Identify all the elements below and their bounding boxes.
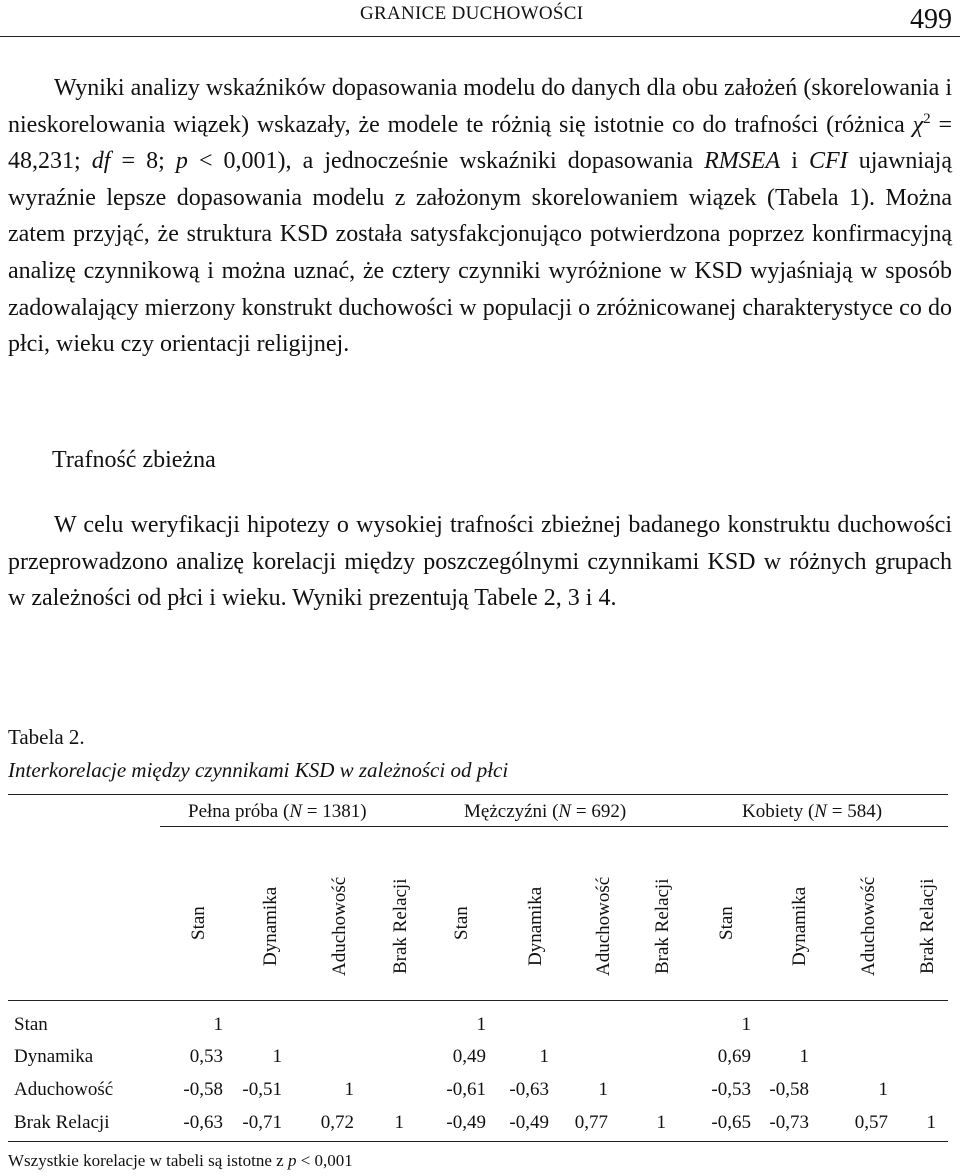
table-header-rule — [8, 1000, 948, 1001]
table-cell: 1 — [799, 1046, 809, 1067]
table-cell: 1 — [741, 1014, 751, 1035]
table-cell: 0,69 — [717, 1046, 751, 1067]
row-label: Brak Relacji — [14, 1112, 110, 1133]
paragraph-convergent-validity: W celu weryfikacji hipotezy o wysokiej trafności zbieżnej badanego konstruktu duchowości przeprowadzono analizę korelacji między poszczególnymi czynnikami KSD w różnych grupach w zależności od płci i wieku. Wyniki prezentują Tabele 2, 3 i 4. — [8, 512, 952, 612]
table-group-rule — [160, 826, 948, 827]
cfi-term: CFI — [808, 148, 848, 175]
table-cell: -0,49 — [509, 1112, 549, 1133]
column-header: Stan — [716, 906, 737, 940]
table-cell: -0,58 — [183, 1079, 223, 1100]
chi-symbol: χ — [912, 111, 924, 138]
column-header: Dynamika — [789, 886, 810, 966]
text-run: = 8; — [110, 148, 176, 175]
column-header: Aduchowość — [329, 876, 350, 976]
column-header: Brak Relacji — [652, 878, 673, 974]
table-cell: 1 — [539, 1046, 549, 1067]
table-cell: -0,53 — [711, 1079, 751, 1100]
column-header: Aduchowość — [858, 876, 879, 976]
running-head-title: GRANICE DUCHOWOŚCI — [360, 3, 584, 24]
text-run: i — [780, 148, 809, 175]
table-cell: 1 — [656, 1112, 666, 1133]
text-run: Wyniki analizy wskaźników dopasowania modelu do danych dla obu założeń (skorelowania i nieskorelowania wiązek) wskazały, że modele te różnią się istotnie co do trafności (różnica — [8, 75, 952, 138]
table-cell: 1 — [598, 1079, 608, 1100]
table-cell: 1 — [213, 1014, 223, 1035]
column-header: Dynamika — [260, 886, 281, 966]
paragraph-results — [8, 70, 952, 363]
table-cell: -0,58 — [769, 1079, 809, 1100]
row-label: Dynamika — [14, 1046, 94, 1067]
p-symbol: p — [175, 148, 188, 175]
table-cell: 0,49 — [452, 1046, 486, 1067]
section-heading: Trafność zbieżna — [52, 447, 216, 473]
text-run: = 48,231; — [8, 111, 952, 175]
table-cell: 1 — [926, 1112, 936, 1133]
group-header-full-sample: Pełna próba (N = 1381) — [188, 801, 367, 822]
rmsea-term: RMSEA — [704, 148, 781, 175]
table-label: Tabela 2. — [8, 725, 85, 749]
table-cell: 0,53 — [189, 1046, 223, 1067]
group-header-men: Mężczyźni (N = 692) — [464, 801, 627, 822]
row-label: Aduchowość — [14, 1079, 114, 1100]
table-cell: -0,71 — [242, 1112, 282, 1133]
row-label: Stan — [14, 1014, 48, 1035]
table-cell: 1 — [878, 1079, 888, 1100]
table-cell: -0,49 — [446, 1112, 486, 1133]
table-cell: 1 — [476, 1014, 486, 1035]
table-title: Interkorelacje między czynnikami KSD w zależności od płci — [8, 758, 509, 782]
column-header: Stan — [188, 906, 209, 940]
table-cell: -0,51 — [242, 1079, 282, 1100]
column-header: Stan — [451, 906, 472, 940]
table-cell: -0,65 — [711, 1112, 751, 1133]
table-cell: 1 — [394, 1112, 404, 1133]
column-header: Brak Relacji — [390, 878, 411, 974]
table-cell: 0,72 — [320, 1112, 354, 1133]
column-header: Dynamika — [525, 886, 546, 966]
df-symbol: df — [91, 148, 111, 175]
table-cell: -0,61 — [446, 1079, 486, 1100]
page-number: 499 — [910, 4, 952, 35]
table-note: Wszystkie korelacje w tabeli są istotne z p < 0,001 — [8, 1151, 353, 1170]
group-header-women: Kobiety (N = 584) — [742, 801, 883, 822]
table-cell: -0,63 — [509, 1079, 549, 1100]
column-header: Aduchowość — [593, 876, 614, 976]
table-cell: 1 — [344, 1079, 354, 1100]
column-header: Brak Relacji — [917, 878, 938, 974]
table-cell: 1 — [272, 1046, 282, 1067]
chi-superscript: 2 — [923, 110, 931, 127]
table-cell: 0,57 — [854, 1112, 888, 1133]
table-bottom-rule — [8, 1141, 948, 1142]
table-cell: -0,63 — [183, 1112, 223, 1133]
table-cell: -0,73 — [769, 1112, 809, 1133]
table-cell: 0,77 — [574, 1112, 608, 1133]
table-top-rule — [8, 794, 948, 795]
running-head — [0, 0, 960, 37]
text-run: ujawniają wyraźnie lepsze dopasowania modelu z założonym skorelowaniem wiązek (Tabela 1). Można zatem przyjąć, że struktura KSD została satysfakcjonująco potwierdzona poprzez konfirmacyjną analizę czynnikową i można uznać, że cztery czynniki wyróżnione w KSD wyjaśniają w sposób zadowalający mierzony konstrukt duchowości w populacji o zróżnicowanej charakterystyce co do płci, wieku czy orientacji religijnej. — [8, 148, 952, 358]
text-run: < 0,001), a jednocześnie wskaźniki dopasowania — [187, 148, 705, 175]
